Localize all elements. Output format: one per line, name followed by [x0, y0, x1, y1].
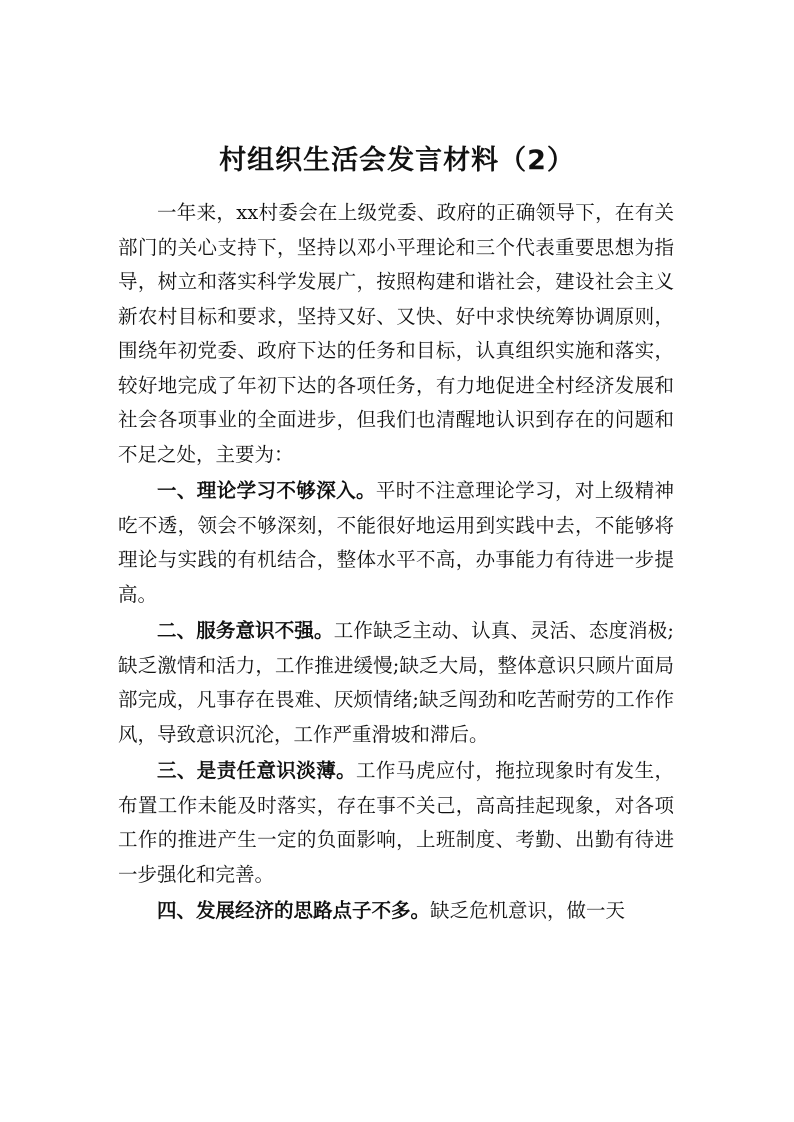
section-text-4: 缺乏危机意识，做一天 [430, 899, 626, 922]
section-heading-2: 二、服务意识不强。 [157, 619, 334, 642]
section-paragraph-4 [118, 894, 674, 929]
section-heading-3: 三、是责任意识淡薄。 [157, 759, 356, 782]
section-heading-4: 四、发展经济的思路点子不多。 [157, 899, 431, 922]
section-text-1: 平时不注意理论学习，对上级精神吃不透，领会不够深刻，不能很好地运用到实践中去，不能够将理论与实践的有机结合，整体水平不高，办事能力有待进一步提高。 [118, 479, 674, 606]
section-text-2: 工作缺乏主动、认真、灵活、态度消极;缺乏激情和活力，工作推进缓慢;缺乏大局，整体意识只顾片面局部完成，凡事存在畏难、厌烦情绪;缺乏闯劲和吃苦耐劳的工作作风，导致意识沉沦，工作严重滑坡和滞后。 [118, 619, 674, 746]
section-text-3: 工作马虎应付，拖拉现象时有发生，布置工作未能及时落实，存在事不关己，高高挂起现象，对各项工作的推进产生一定的负面影响，上班制度、考勤、出勤有待进一步强化和完善。 [118, 759, 674, 886]
intro-paragraph: 一年来，xx村委会在上级党委、政府的正确领导下，在有关部门的关心支持下，坚持以邓小平理论和三个代表重要思想为指导，树立和落实科学发展广，按照构建和谐社会，建设社会主义新农村目标和要求，坚持又好、又快、好中求快统筹协调原则，围绕年初党委、政府下达的任务和目标，认真组织实施和落实，较好地完成了年初下达的各项任务，有力地促进全村经济发展和社会各项事业的全面进步，但我们也清醒地认识到存在的问题和不足之处，主要为： [118, 201, 674, 466]
section-paragraph-2 [118, 614, 674, 752]
document-title: 村组织生活会发言材料（2） [219, 145, 575, 176]
section-heading-1: 一、理论学习不够深入。 [157, 479, 376, 502]
document-body [118, 196, 674, 929]
section-paragraph-3 [118, 754, 674, 892]
section-paragraph-1 [118, 474, 674, 612]
